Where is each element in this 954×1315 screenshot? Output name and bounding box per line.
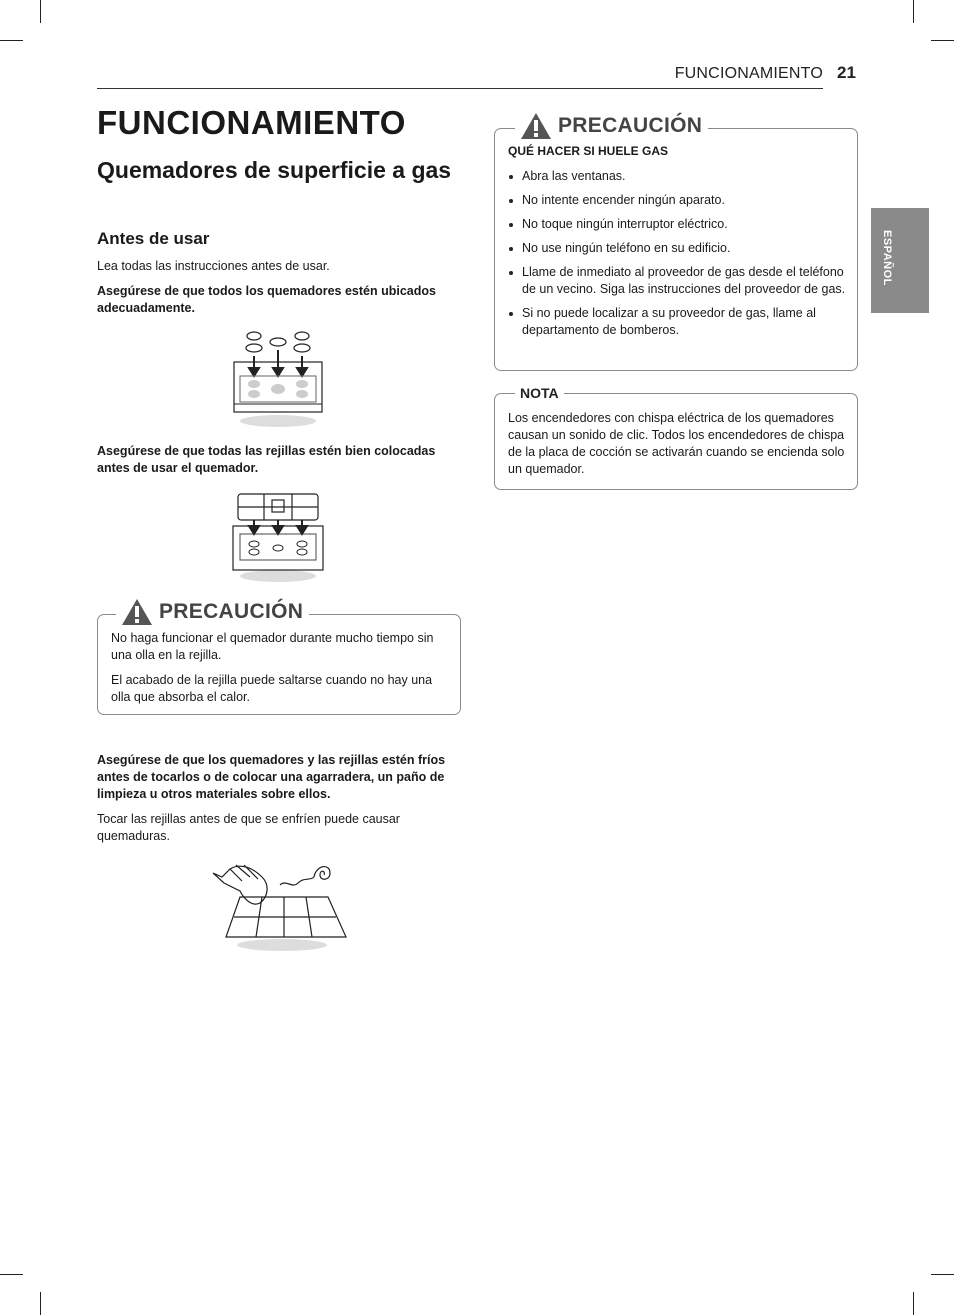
- caution-header: [515, 112, 708, 140]
- crop-mark: [931, 40, 954, 41]
- subsection-title: Antes de usar: [97, 229, 210, 248]
- list-item: Si no puede localizar a su proveedor de gas, llame al departamento de bomberos.: [508, 305, 848, 339]
- crop-mark: [0, 1274, 23, 1275]
- list-item: Llame de inmediato al proveedor de gas desde el teléfono de un vecino. Siga las instrucciones del proveedor de gas.: [508, 264, 848, 298]
- caution-text-1: No haga funcionar el quemador durante mucho tiempo sin una olla en la rejilla.: [111, 631, 434, 662]
- crop-mark: [0, 40, 23, 41]
- note-box: [494, 385, 858, 490]
- crop-mark: [913, 1292, 914, 1315]
- paragraph-burn-risk: Tocar las rejillas antes de que se enfríen puede causar quemaduras.: [97, 812, 400, 843]
- caution-box-gas-smell: [494, 114, 858, 371]
- paragraph-read-instructions: Lea todas las instrucciones antes de usar.: [97, 259, 330, 273]
- list-item: No intente encender ningún aparato.: [508, 192, 848, 209]
- caution-subtitle: QUÉ HACER SI HUELE GAS: [508, 144, 669, 158]
- page-title: FUNCIONAMIENTO: [97, 104, 406, 141]
- crop-mark: [40, 1292, 41, 1315]
- burner-placement-illustration: [228, 326, 328, 430]
- crop-mark: [40, 0, 41, 23]
- caution-header: [116, 598, 309, 626]
- caution-box-burner: [97, 600, 461, 715]
- gas-safety-list: [508, 168, 848, 339]
- note-title: NOTA: [515, 385, 564, 401]
- page-header: [97, 62, 856, 89]
- paragraph-grates-placed: Asegúrese de que todas las rejillas estén bien colocadas antes de usar el quemador.: [97, 444, 436, 475]
- warning-triangle-icon: [520, 112, 552, 140]
- paragraph-burners-placed: Asegúrese de que todos los quemadores estén ubicados adecuadamente.: [97, 284, 436, 315]
- header-section-title: FUNCIONAMIENTO: [674, 65, 823, 82]
- list-item: No toque ningún interruptor eléctrico.: [508, 216, 848, 233]
- section-title: Quemadores de superficie a gas: [97, 157, 452, 183]
- language-tab-label: ESPAÑOL: [881, 230, 893, 286]
- list-item: Abra las ventanas.: [508, 168, 848, 185]
- list-item: No use ningún teléfono en su edificio.: [508, 240, 848, 257]
- page-number: 21: [837, 63, 856, 82]
- note-text: Los encendedores con chispa eléctrica de los quemadores causan un sonido de clic. Todos los encendedores de chispa de la placa de cocción se activarán cuando se encienda solo un quemador.: [508, 411, 845, 476]
- hot-grate-illustration: [210, 855, 350, 955]
- caution-title: PRECAUCIÓN: [159, 600, 304, 623]
- grate-placement-illustration: [228, 490, 328, 584]
- language-tab: [871, 208, 929, 313]
- warning-triangle-icon: [121, 598, 153, 626]
- crop-mark: [913, 0, 914, 23]
- paragraph-cool-before-touching: Asegúrese de que los quemadores y las rejillas estén fríos antes de tocarlos o de colocar una agarradera, un paño de limpieza u otros materiales sobre ellos.: [97, 753, 446, 801]
- crop-mark: [931, 1274, 954, 1275]
- caution-title: PRECAUCIÓN: [558, 114, 703, 137]
- caution-text-2: El acabado de la rejilla puede saltarse cuando no hay una olla que absorba el calor.: [111, 673, 433, 704]
